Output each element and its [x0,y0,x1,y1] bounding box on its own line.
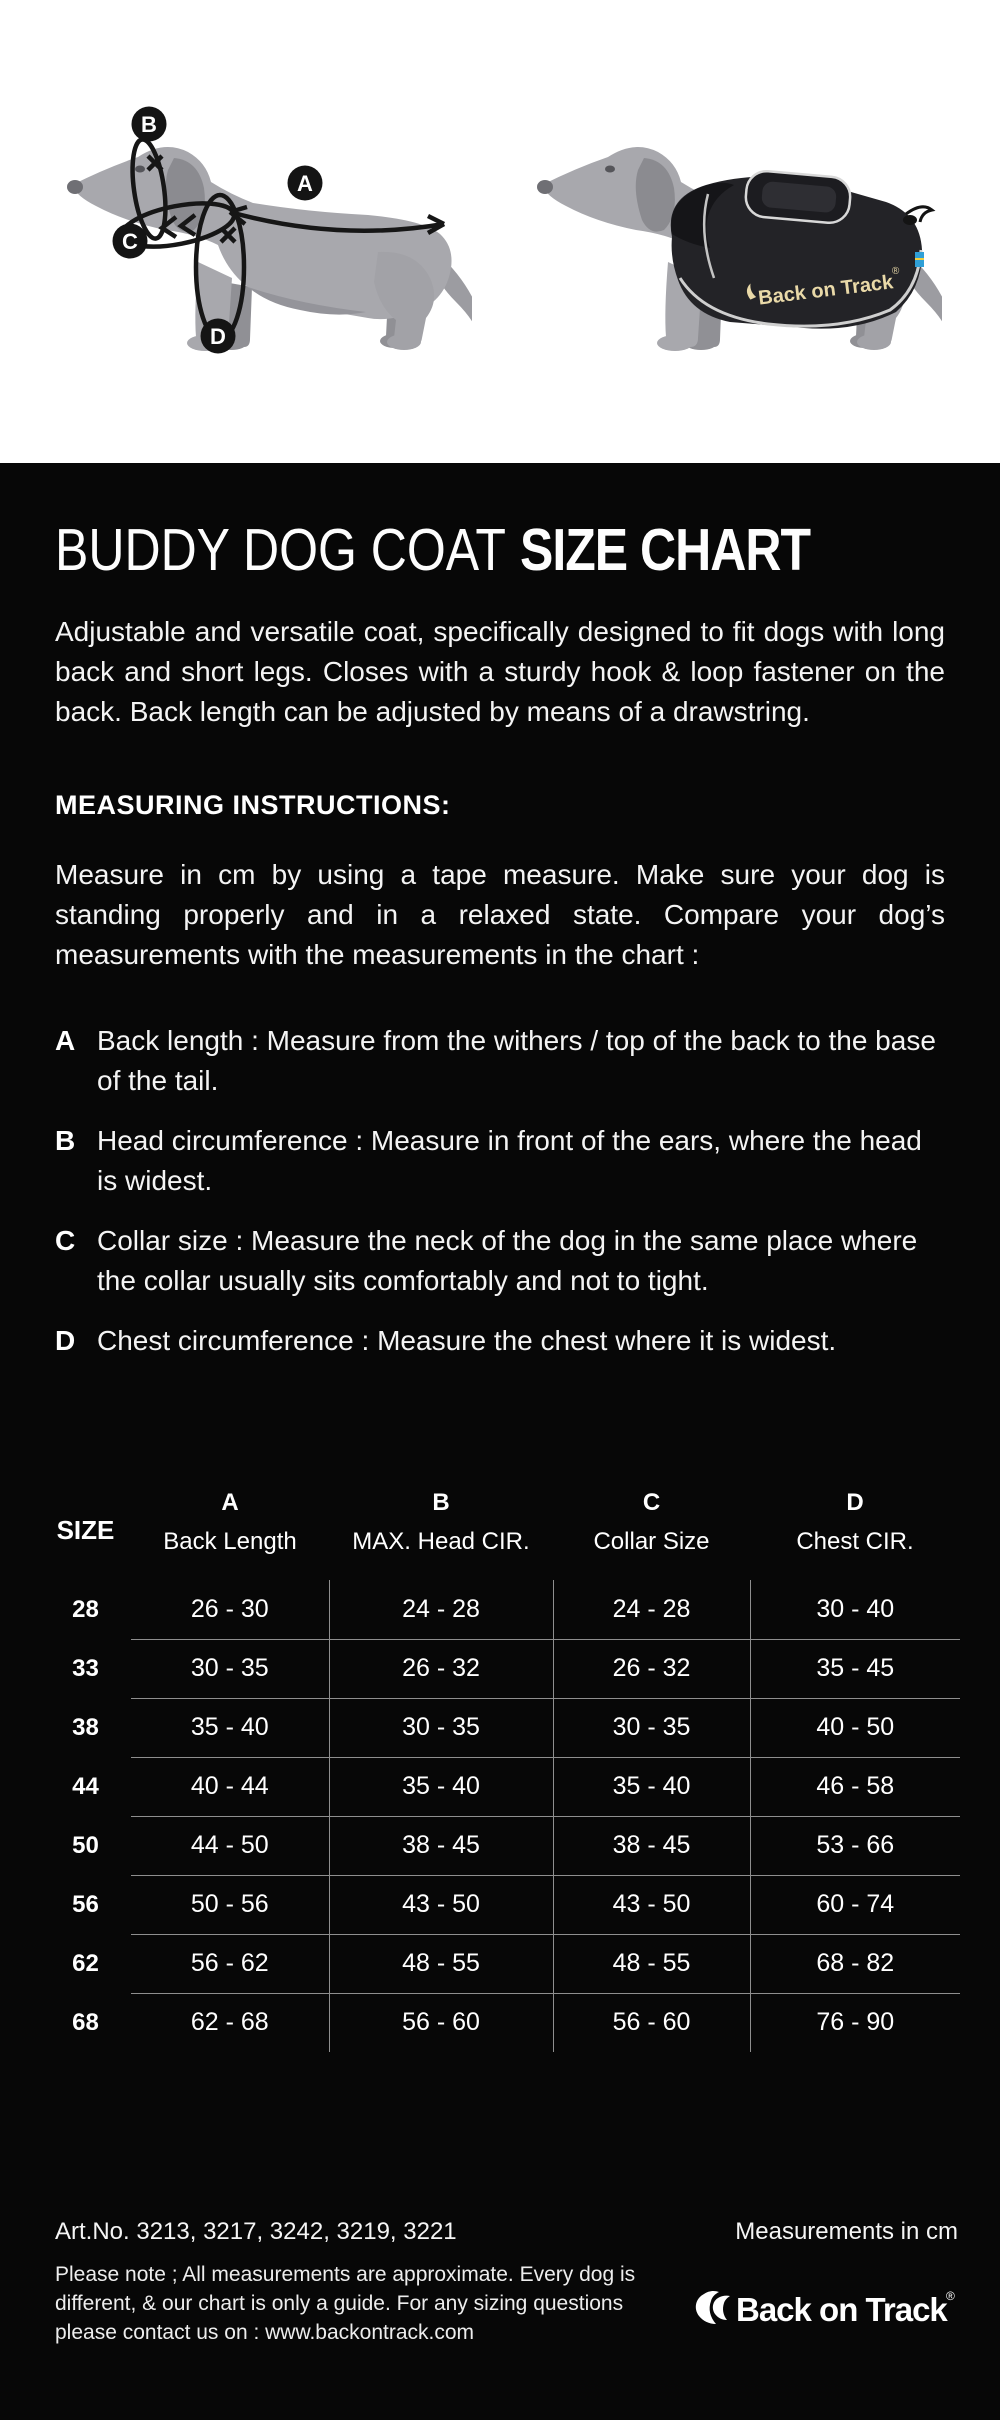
value-cell: 46 - 58 [750,1757,960,1816]
value-cell: 38 - 45 [329,1816,553,1875]
item-letter: C [55,1225,76,1256]
size-cell: 44 [72,1772,99,1800]
coat-label-text: Back on Track [757,271,895,310]
value-cell: 35 - 40 [329,1757,553,1816]
value-cell: 68 - 82 [750,1934,960,1993]
value-cell: 26 - 30 [190,1594,269,1623]
measuring-heading: MEASURING INSTRUCTIONS: [55,790,451,820]
value-cell: 35 - 45 [750,1639,960,1698]
size-cell: 33 [72,1654,99,1682]
table-header-row [40,1489,960,1580]
value-cell: 56 - 60 [329,1993,553,2052]
leaf-swoosh-icon [696,2291,730,2324]
value-cell: 44 - 50 [131,1816,329,1875]
column-label: Collar Size [593,1528,710,1555]
measuring-intro: Measure in cm by using a tape measure. Make sure your dog is standing properly and in a relaxed state. Compare your dog’s measurements with the measurements in the chart : [55,859,945,970]
table-row [40,1875,960,1934]
footer-right [690,2218,958,2330]
value-cell: 30 - 35 [553,1698,750,1757]
table-row [40,1639,960,1698]
value-cell: 60 - 74 [750,1875,960,1934]
hero-illustrations [0,0,1000,463]
coat-label-reg: ® [891,265,901,278]
page-title-light: BUDDY DOG COAT [55,516,506,583]
value-cell: 53 - 66 [750,1816,960,1875]
table-row [40,1816,960,1875]
column-label: MAX. Head CIR. [352,1528,530,1555]
value-cell: 40 - 44 [131,1757,329,1816]
brand-text: Back on Track [736,2291,947,2328]
intro-paragraph: Adjustable and versatile coat, specifically designed to fit dogs with long back and short legs. Closes with a sturdy hook & loop fastener on the back. Back length can be adjusted by means of a drawstring. [55,616,945,727]
value-cell: 26 - 32 [553,1639,750,1698]
value-cell: 24 - 28 [329,1580,553,1639]
item-text: Back length : Measure from the withers / top of the back to the base of the tail. [97,1025,936,1096]
size-cell: 56 [72,1890,99,1918]
table-row [40,1580,960,1639]
measurement-dog-illustration [48,82,472,375]
footer [0,2218,1000,2347]
item-text: Collar size : Measure the neck of the dog in the same place where the collar usually sits comfortably and not to tight. [97,1225,918,1296]
value-cell: 40 - 50 [750,1698,960,1757]
item-letter: D [55,1325,76,1356]
item-letter: B [55,1125,76,1156]
units-note: Measurements in cm [735,2218,958,2245]
column-header-b [329,1489,553,1580]
column-label: Chest CIR. [796,1528,914,1555]
column-label: Back Length [163,1528,297,1555]
badge-letter-a: A [297,171,313,196]
value-cell: 30 - 35 [329,1698,553,1757]
size-cell: 50 [72,1831,99,1859]
size-cell: 28 [72,1595,99,1623]
size-cell: 38 [72,1713,99,1741]
measuring-item-c [55,1221,945,1301]
value-cell: 43 - 50 [329,1875,553,1934]
value-cell: 35 - 40 [553,1757,750,1816]
size-cell: 62 [72,1949,99,1977]
value-cell: 56 - 62 [131,1934,329,1993]
size-cell: 68 [72,2008,99,2036]
drawstring-toggle [903,215,917,225]
value-cell: 43 - 50 [553,1875,750,1934]
dog-coat [671,170,932,329]
column-header-a [131,1489,329,1580]
value-cell: 76 - 90 [750,1993,960,2052]
badge-letter-b: B [141,112,157,137]
page-title [55,518,945,583]
column-letter: C [642,1489,661,1516]
measuring-item-d [55,1321,945,1361]
column-header-c [553,1489,750,1580]
column-letter: A [221,1489,239,1516]
column-header-d [750,1489,960,1580]
badge-letter-c: C [122,229,138,254]
table-row [40,1993,960,2052]
item-letter: A [55,1025,76,1056]
item-text: Chest circumference : Measure the chest where it is widest. [97,1325,837,1356]
column-letter: B [432,1489,450,1516]
value-cell: 56 - 60 [553,1993,750,2052]
content-panel [0,463,1000,2420]
measuring-list [55,1021,945,1361]
brand-logo [690,2286,958,2330]
coat-dog-illustration [518,82,942,375]
value-cell: 35 - 40 [131,1698,329,1757]
value-cell: 48 - 55 [553,1934,750,1993]
value-cell: 26 - 32 [329,1639,553,1698]
value-cell: 48 - 55 [329,1934,553,1993]
value-cell: 50 - 56 [131,1875,329,1934]
table-row [40,1698,960,1757]
footer-left [55,2218,665,2347]
article-numbers: Art.No. 3213, 3217, 3242, 3219, 3221 [55,2218,457,2245]
measuring-item-b [55,1121,945,1201]
value-cell: 30 - 35 [131,1639,329,1698]
brand-reg-mark: ® [946,2289,955,2303]
value-cell: 62 - 68 [131,1993,329,2052]
table-row [40,1934,960,1993]
page-title-bold: SIZE CHART [519,516,810,583]
measuring-item-a [55,1021,945,1101]
column-letter: D [846,1489,864,1516]
size-column-header: SIZE [56,1515,115,1545]
badge-letter-d: D [210,324,226,349]
back-on-track-logo [690,2286,958,2330]
disclaimer-note: Please note ; All measurements are approximate. Every dog is different, & our chart is only a guide. For any sizing questions please contact us on : www.backontrack.com [55,2263,636,2344]
value-cell: 30 - 40 [750,1580,960,1639]
size-chart-table [40,1489,960,2052]
value-cell: 24 - 28 [553,1580,750,1639]
table-row [40,1757,960,1816]
item-text: Head circumference : Measure in front of the ears, where the head is widest. [97,1125,922,1196]
value-cell: 38 - 45 [553,1816,750,1875]
